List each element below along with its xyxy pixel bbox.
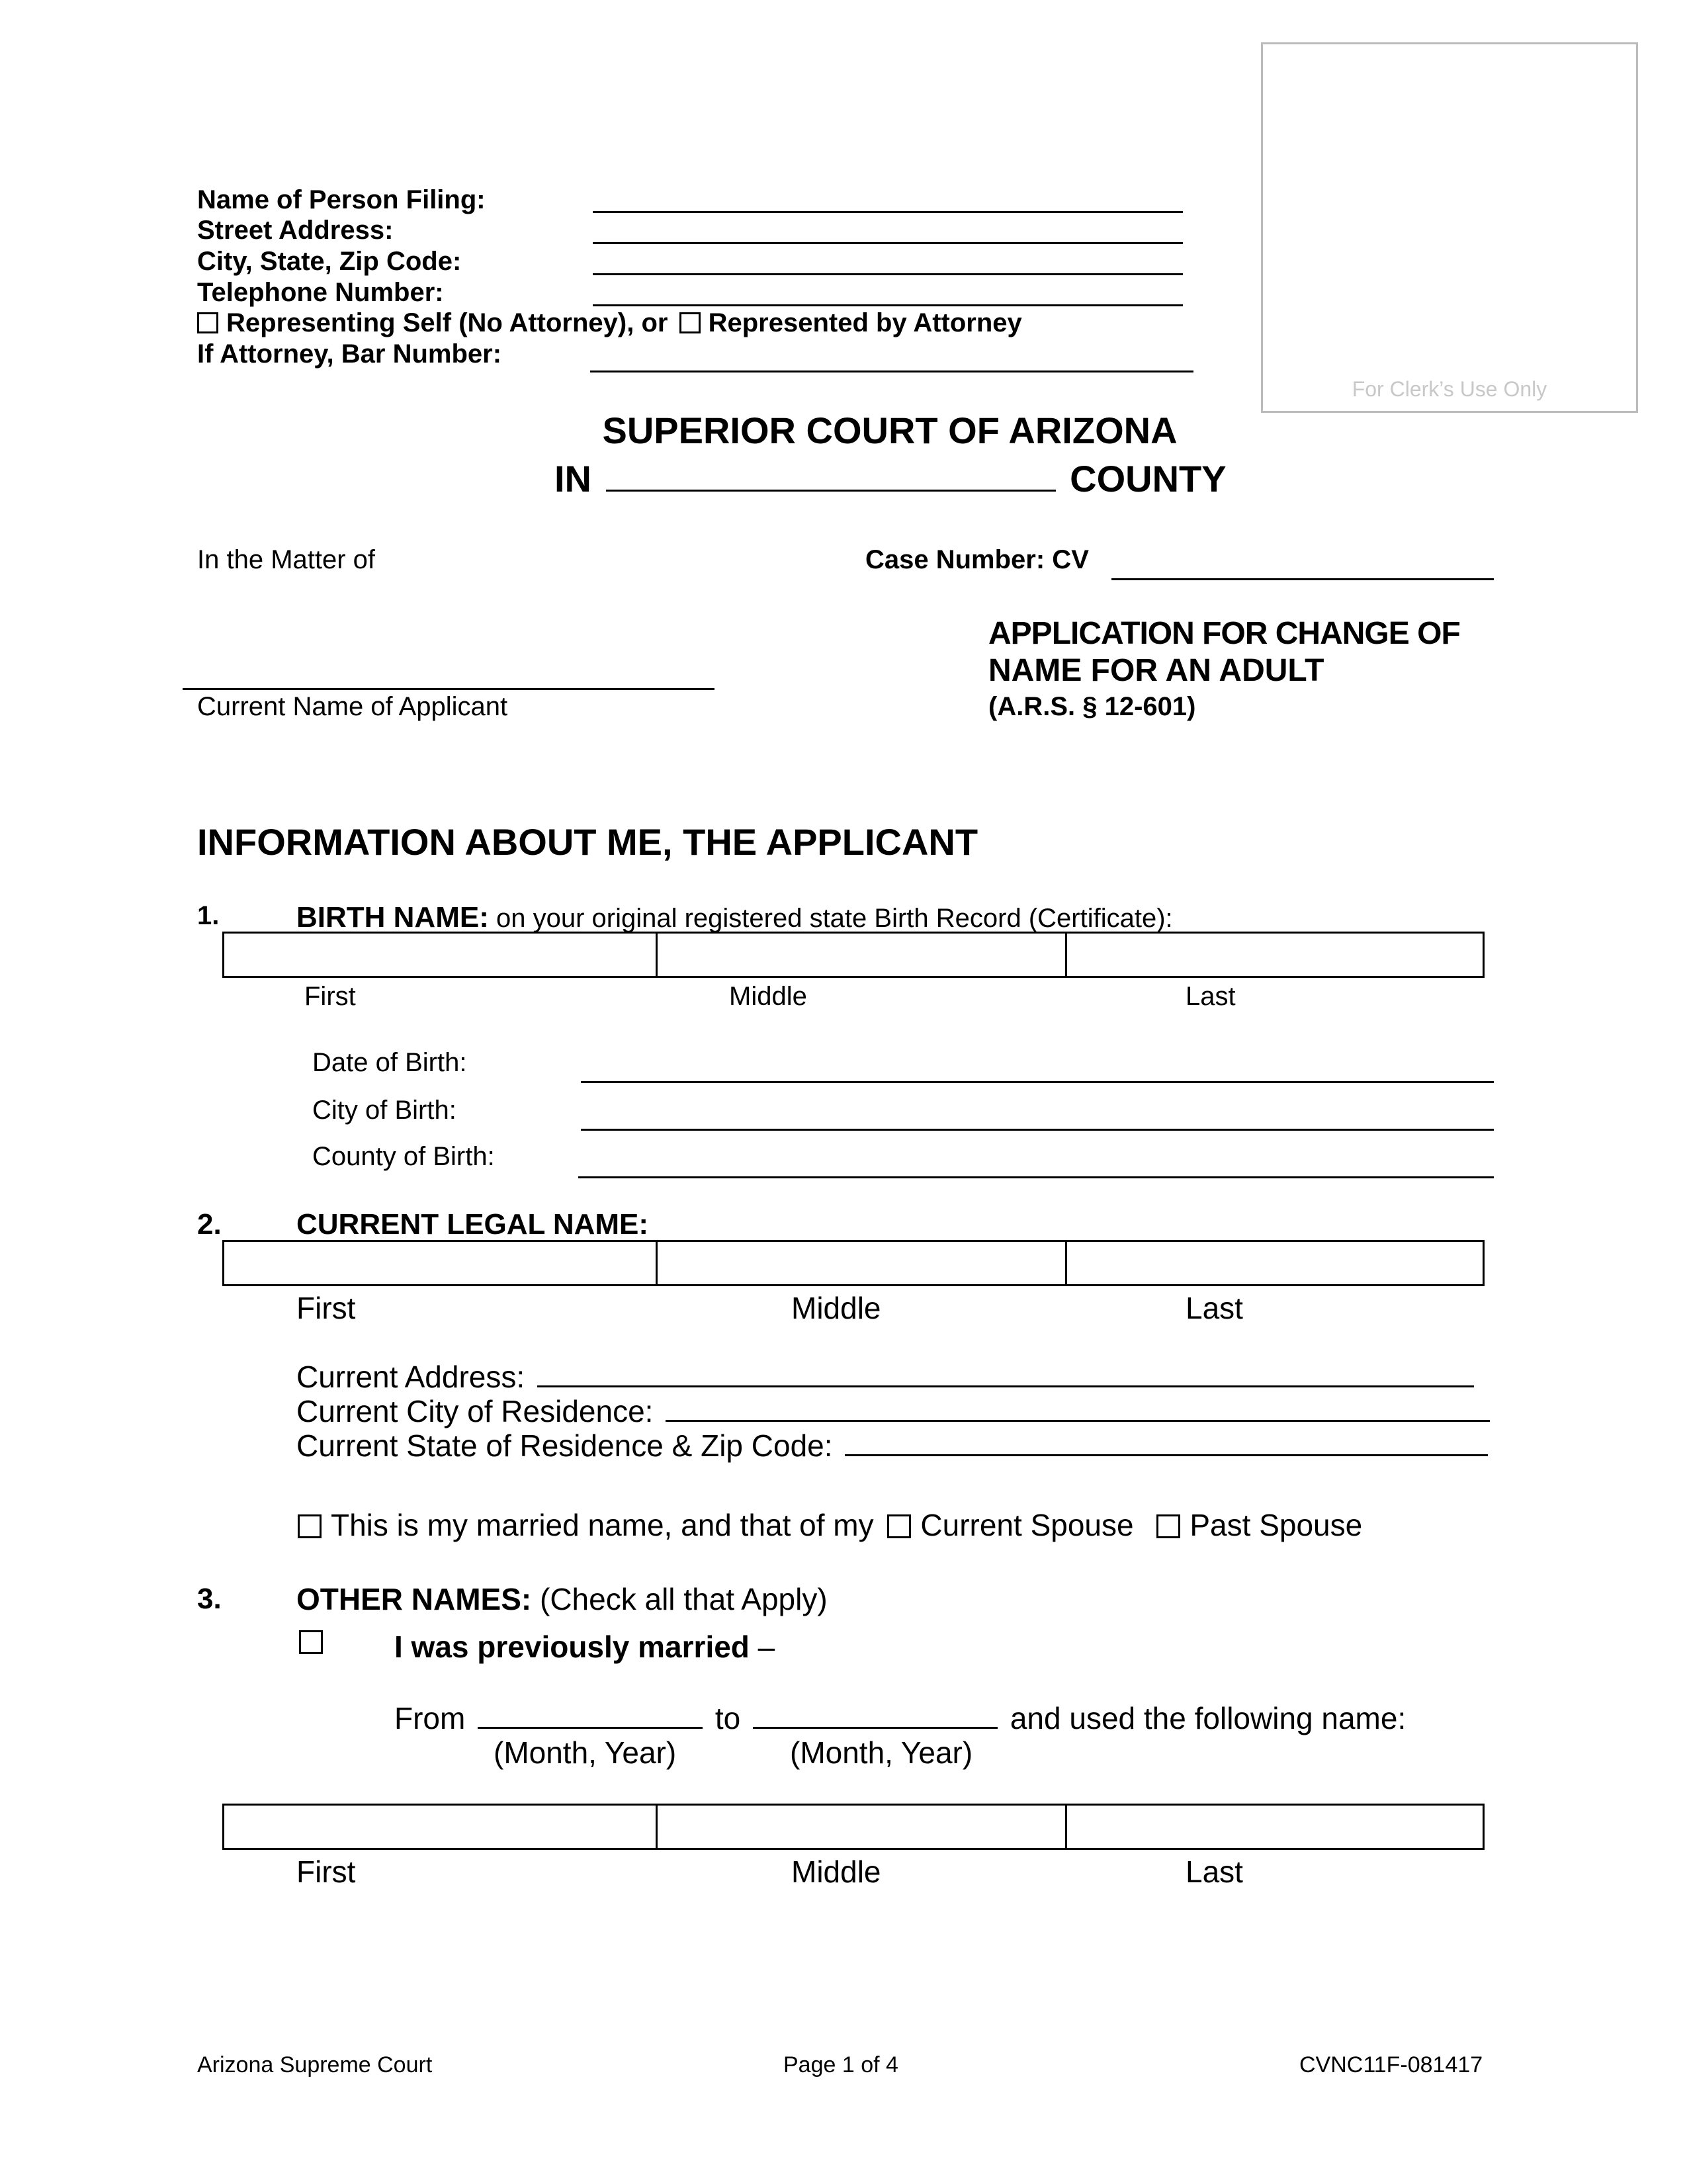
clerk-use-box — [1261, 42, 1638, 413]
county-of-birth-field[interactable] — [578, 1176, 1494, 1178]
used-following-name-label: and used the following name: — [1010, 1701, 1406, 1735]
county-in-label: IN — [554, 458, 591, 500]
item-1-heading — [296, 901, 1173, 934]
current-address-row — [296, 1359, 1474, 1395]
statute-reference: (A.R.S. § 12-601) — [988, 692, 1196, 721]
current-state-zip-field[interactable] — [845, 1429, 1488, 1456]
married-to-field[interactable] — [753, 1702, 998, 1729]
previously-married-dash: – — [749, 1630, 775, 1664]
past-spouse-checkbox[interactable] — [1156, 1514, 1180, 1538]
representing-self-label: Representing Self (No Attorney), or — [226, 308, 668, 337]
telephone-number-field[interactable] — [593, 304, 1183, 306]
case-number-label: Case Number: CV — [865, 545, 1089, 574]
current-last-name-field[interactable] — [1067, 1242, 1483, 1284]
bar-number-label: If Attorney, Bar Number: — [197, 339, 502, 369]
current-name-of-applicant-field[interactable] — [183, 688, 714, 690]
county-line — [554, 455, 1227, 500]
birth-first-label: First — [304, 982, 356, 1011]
footer-court-name: Arizona Supreme Court — [197, 2052, 433, 2077]
previously-married-label: I was previously married — [394, 1630, 750, 1664]
current-city-label: Current City of Residence: — [296, 1394, 654, 1428]
court-title: SUPERIOR COURT OF ARIZONA — [602, 410, 1178, 451]
from-label: From — [394, 1701, 466, 1735]
previously-married-checkbox-wrap — [299, 1630, 332, 1655]
previous-last-label: Last — [1186, 1855, 1243, 1889]
previously-married-checkbox[interactable] — [299, 1630, 323, 1654]
clerk-use-label: For Clerk’s Use Only — [1352, 377, 1547, 401]
city-of-birth-label: City of Birth: — [312, 1096, 456, 1125]
item-2-number: 2. — [197, 1208, 222, 1241]
city-state-zip-label: City, State, Zip Code: — [197, 247, 462, 276]
previous-middle-name-field[interactable] — [658, 1806, 1067, 1848]
date-of-birth-label: Date of Birth: — [312, 1048, 467, 1077]
married-name-label: This is my married name, and that of my — [331, 1508, 874, 1542]
current-first-label: First — [296, 1291, 356, 1325]
document-title-line-2: NAME FOR AN ADULT — [988, 653, 1324, 688]
section-heading: INFORMATION ABOUT ME, THE APPLICANT — [197, 821, 978, 863]
birth-last-name-field[interactable] — [1067, 934, 1483, 976]
marriage-dates-row — [394, 1700, 1406, 1736]
footer-form-code: CVNC11F-081417 — [1299, 2052, 1483, 2077]
bar-number-field[interactable] — [590, 371, 1193, 372]
representation-row — [197, 308, 1022, 338]
to-label: to — [714, 1701, 741, 1735]
current-city-row — [296, 1393, 1490, 1429]
married-name-checkbox[interactable] — [298, 1514, 322, 1538]
current-middle-label: Middle — [791, 1291, 881, 1325]
current-first-name-field[interactable] — [224, 1242, 658, 1284]
current-state-zip-row — [296, 1428, 1488, 1463]
past-spouse-label: Past Spouse — [1190, 1508, 1363, 1542]
to-month-year-label: (Month, Year) — [790, 1735, 973, 1770]
current-address-label: Current Address: — [296, 1360, 525, 1394]
birth-name-title: BIRTH NAME: — [296, 901, 489, 934]
previous-last-name-field[interactable] — [1067, 1806, 1483, 1848]
representing-self-checkbox[interactable] — [197, 312, 218, 333]
item-3-heading — [296, 1581, 828, 1617]
current-name-of-applicant-label: Current Name of Applicant — [197, 692, 508, 721]
current-legal-name-title: CURRENT LEGAL NAME: — [296, 1208, 649, 1241]
other-names-title: OTHER NAMES: — [296, 1582, 532, 1616]
birth-middle-name-field[interactable] — [658, 934, 1067, 976]
street-address-field[interactable] — [593, 242, 1183, 244]
in-the-matter-of-label: In the Matter of — [197, 545, 376, 574]
previous-married-name-box — [222, 1804, 1485, 1850]
current-address-field[interactable] — [537, 1360, 1474, 1387]
telephone-number-label: Telephone Number: — [197, 278, 444, 307]
previous-first-name-field[interactable] — [224, 1806, 658, 1848]
represented-by-attorney-label: Represented by Attorney — [708, 308, 1022, 337]
married-name-row — [298, 1507, 1362, 1543]
birth-name-description: on your original registered state Birth Record (Certificate): — [488, 904, 1173, 933]
county-name-field[interactable] — [606, 455, 1056, 492]
birth-name-box — [222, 932, 1485, 978]
date-of-birth-field[interactable] — [581, 1081, 1494, 1083]
previous-middle-label: Middle — [791, 1855, 881, 1889]
current-last-label: Last — [1186, 1291, 1243, 1325]
birth-middle-label: Middle — [729, 982, 807, 1011]
county-of-birth-label: County of Birth: — [312, 1142, 495, 1171]
current-middle-name-field[interactable] — [658, 1242, 1067, 1284]
birth-last-label: Last — [1186, 982, 1236, 1011]
birth-first-name-field[interactable] — [224, 934, 658, 976]
item-3-number: 3. — [197, 1583, 222, 1615]
other-names-description: (Check all that Apply) — [531, 1582, 828, 1616]
city-state-zip-field[interactable] — [593, 273, 1183, 275]
city-of-birth-field[interactable] — [581, 1129, 1494, 1131]
case-number-field[interactable] — [1111, 578, 1494, 580]
current-spouse-checkbox[interactable] — [887, 1514, 911, 1538]
represented-by-attorney-checkbox[interactable] — [679, 312, 701, 333]
current-legal-name-box — [222, 1240, 1485, 1286]
name-of-person-filing-label: Name of Person Filing: — [197, 185, 486, 214]
name-of-person-filing-field[interactable] — [593, 211, 1183, 213]
married-from-field[interactable] — [478, 1702, 703, 1729]
document-title-line-1: APPLICATION FOR CHANGE OF — [988, 616, 1460, 651]
street-address-label: Street Address: — [197, 216, 394, 245]
current-spouse-label: Current Spouse — [920, 1508, 1134, 1542]
from-month-year-label: (Month, Year) — [494, 1735, 677, 1770]
county-label: COUNTY — [1070, 458, 1227, 500]
item-1-number: 1. — [197, 901, 220, 930]
current-state-zip-label: Current State of Residence & Zip Code: — [296, 1428, 833, 1463]
footer-page-number: Page 1 of 4 — [783, 2052, 898, 2077]
current-city-field[interactable] — [666, 1395, 1490, 1422]
previous-first-label: First — [296, 1855, 356, 1889]
previously-married-row — [394, 1629, 775, 1665]
